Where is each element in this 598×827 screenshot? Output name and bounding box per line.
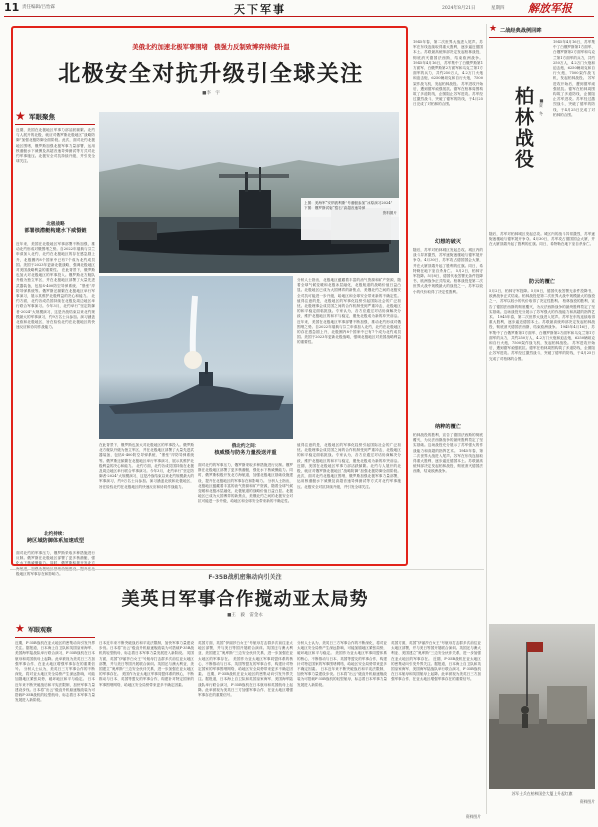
editor-line: 责任编辑/吕怡霖 <box>22 5 56 10</box>
page-header <box>0 0 598 16</box>
subhead-box-2 <box>16 531 95 549</box>
header-rule <box>4 16 594 17</box>
submarine-photo <box>99 112 399 273</box>
right-feature-label: 二战经典战例回眸 <box>500 28 542 34</box>
right-col-1: 1945年4月16日，苏军集中了白俄罗斯第1方面军、白俄罗斯第2方面军和乌克兰第1方面军的兵力，共约250万人，4.2万门火炮和迫击炮，6250辆坦克和自行火炮，7500架作战飞机，发起柏林战役。 苏军进攻开始后，遭到德军顽强抵抗。德军在柏林周围构筑了多道防线，企图阻止苏军进攻。苏军经过激烈战斗，突破了德军的防线，于4月25日完成了对柏林的合围。 <box>553 40 595 117</box>
bottom-col-3: 英国方面，英国“伊丽莎白女王”号航母打击群多次前往亚太地区部署，并与美日等国开展联合演训。英国还与澳大利亚、美国建立“奥库斯”三边安全伙伴关系，进一步加强在亚太地区的军事存在。 美国作为亚太地区军事同盟体系的核心，不断推动与日本、英国等盟友的军事合作，构建针对特定国家的军事围堵网络，给地区安全局势带来更多不确定因素。 近期，F-35B战机在亚太地区的密集动向引发外界关注。据报道，日本海上自卫队和英国皇家海军、美国海军陆战队举行联合演习，F-35B战机在日本航母和英国航母上起降。此举被视为美英日三方加强军事合作、在亚太地区增强军事存在的重要信号。 <box>198 641 294 698</box>
bottom-col-4: 分析人士认为，美英日三方军事合作的不断深化，将对亚太地区安全局势产生深远影响，可能加剧地区紧张局势，破坏地区和平与稳定。 美国作为亚太地区军事同盟体系的核心，不断推动与日本、英国等盟友的军事合作，构建针对特定国家的军事围堵网络，给地区安全局势带来更多不确定因素。 日本近年来不断突破战后和平宪法限制，加快军事力量建设步伐。日本将“出云”级直升机驱逐舰改装为可搭载F-35B战机的轻型航母，标志着日本军事力量发展进入新阶段。 <box>297 641 388 687</box>
right-feature-rule <box>489 37 594 38</box>
right-subhead-1: 防云的覆亡 <box>529 279 555 285</box>
berlin-illustration <box>489 624 595 789</box>
bottom-credit: 资料图片 <box>465 814 481 819</box>
top-col-3b: 面对北约的军事压力，俄罗斯采取多种措施进行反制。俄罗斯在北极地区部署了更多核潜艇，强化水下核威慑能力。同时，俄罗斯积极开发北方海航道，加强北极地区基础设施建设，提升在北极地区的军事存在和影响力。 分析人士指出，北极地区蕴藏着丰富的油气资源和矿产资源，随着全球气候变暖和北极冰层融化，北极航道的战略价值日益凸显。北极地区已成为大国博弈的新焦点，美俄北约之间的北极安全对抗可能进一步升级，给地区和全球安全带来新的不确定性。 <box>198 463 293 504</box>
subhead-1-prefix: 北极战略 <box>46 222 65 227</box>
caption-credit: 资料图片 <box>382 211 397 216</box>
top-col-3c: 值得注意的是，北极地区的军事化趋势引起国际社会的广泛担忧。北极理事会成员国之间的合作机制受到严重冲击，北极地区的和平稳定面临挑战。专家认为，各方应通过对话协商解决分歧，维护北极地区的和平与稳定，避免北极成为新的冲突前沿。 近期，美国在北极地区军事力部活跃频繁。北约与人展开的北极，就应对俄罗斯北极地区“战略防御”加强北极防御全面阶段。此次，面对北约北极地区围堵，俄罗斯加强北极军事力量部署，运用核潜艇水下威慑及高超音速导弹测试等方式对北约军事施压。北极安全对抗持续升级，并引发全球关注。 <box>297 443 401 489</box>
section-divider <box>10 569 484 570</box>
mid-subhead-2: 纳粹的覆亡 <box>435 424 461 430</box>
mid-subhead-1: 幻想的破灭 <box>435 239 461 245</box>
subhead-3-title: 核威慑与防务力量投送并重 <box>214 450 277 456</box>
tag-rule <box>15 124 95 125</box>
caption-2: 下图：俄罗斯试射“锆石”高超音速导弹 <box>304 206 366 211</box>
bottom-byline: ■王 毅 雷金永 <box>227 613 263 618</box>
berlin-credit: 资料图片 <box>579 799 595 804</box>
subhead-2-prefix: 北约持续： <box>44 532 67 537</box>
right-feature-byline: ■夏 冬 <box>539 98 544 116</box>
mid-col-2: 随后，苏军对柏林城区发起总攻。城区内的战斗异常激烈，苏军逐街逐楼地与德军展开争夺。4月30日，苏军攻占德国国会大厦，并在大厦顶端升起了胜利的红旗。同日，希特勒在地下室自杀身亡。 5月2日，柏林守军投降。5月8日，德国代表签署无条件投降书，欧洲战争正式结束。柏林战役是第二次世界大战中规模最大的战役之一，苏军以较小的代价取得了决定性胜利。 <box>413 248 483 294</box>
subhead-3-prefix: 俄北约之间： <box>231 444 260 449</box>
subhead-2-title: 跨区域防御体系加速成型 <box>26 538 85 544</box>
section-title: 天下军事 <box>234 3 286 16</box>
page-number: 11 <box>4 1 20 14</box>
warship-photo <box>99 276 293 439</box>
bottom-column-tag-label: 军眼观察 <box>28 627 53 634</box>
top-headline: 北极安全对抗升级引全球关注 <box>58 62 364 87</box>
top-col-1c: 面对北约的军事压力，俄罗斯采取多种措施进行反制。俄罗斯在北极地区部署了更多核潜艇，强化水下核威慑能力。同时，俄罗斯积极开发北方 极地区的军事存在和影响力。 <box>16 551 95 576</box>
top-kicker: 美俄北约加速北极军事围堵 俄强力反制致博弈持续升温 <box>132 44 290 51</box>
right-feature-header <box>489 26 594 36</box>
right-col-3: 5月2日，柏林守军投降。5月8日，德国代表签署无条件投降书，欧洲战争正式结束。柏林战役是第二次世界大战中规模最大的战役之一，苏军以较小的代价取得了决定性胜利。 柏林战役的胜利，宣告了德国法西斯的彻底覆灭，为反法西斯战争的最终胜利奠定了坚实基础。这场战役充分展示了苏军强大的作战能力和高超的指挥艺术。 1945年春，第二次世界大战进入尾声。苏军在东线连续取得重大胜利，逐步逼近德国本土。苏联最高统帅部决定发起柏林战役，彻底消灭德国法西斯，结束欧洲战争。 1945年4月16日，苏军集中了白俄罗斯第1方面军、白俄罗斯第2方面军和乌克兰第1方面军的兵力，共约250万人，4.2万门火炮和迫击炮，6250辆坦克和自行火炮，7500架作战飞机，发起柏林战役。 苏军进攻开始后，遭到德军顽强抵抗。德军在柏林周围构筑了多道防线，企图阻止苏军进攻。苏军经过激烈战斗，突破了德军的防线，于4月25日完成了对柏林的合围。 <box>489 289 596 361</box>
warship-illustration <box>99 276 293 439</box>
berlin-photo <box>489 624 595 789</box>
berlin-caption: 苏军士兵在柏林国会大厦上升起红旗 <box>511 791 573 796</box>
top-col-3a: 在此背景下，俄罗斯也加大对北极地区的军事投入。俄罗斯北方舰队升级为独立军区，并在北极地区部署了大量先进武器装备，包括S-400防空导弹系统、“堡垒”岸防导弹系统等。俄罗斯还频繁在北极地区举行军事演习，展示其维护北极利益的决心和能力。 北约方面，北约各成员国持续在北极及周边地区举行联合军事演习。今年3月，北约举行“坚定防御者-2024”大规模演习，这是冷战结束以来北约规模最大的军事演习，约9万名士兵参加。演习涵盖北欧和北极地区，旨在检验北约在北极地区的快速反应和协同作战能力。 <box>99 443 194 489</box>
star-icon: ★ <box>15 109 26 123</box>
top-col-1a: 近期，美国在北极地区军事力部活跃频繁。北约与人展开的北极，就应对俄罗斯北极地区“战略防御”加强北极防御全面阶段。此次，面对北约北极地区围堵，俄罗斯加强北极军事力量部署，运用核潜艇水下威慑及高超音速导弹测试等方式对北约军事施压。北极安全对抗持续升级，并引发全球关注。 <box>16 128 95 164</box>
bottom-col-5: 英国方面，英国“伊丽莎白女王”号航母打击群多次前往亚太地区部署，并与美日等国开展联合演训。英国还与澳大利亚、美国建立“奥库斯”三边安全伙伴关系，进一步加强在亚太地区的军事存在。 近期，F-35B战机在亚太地区的密集动向引发外界关注。据报道，日本海上自卫队和英国皇家海军、美国海军陆战队举行联合演习，F-35B战机在日本航母和英国航母上起降。此举被视为美英日三方加强军事合作、在亚太地区增强军事存在的重要信号。 <box>391 641 481 682</box>
masthead-logo: 解放军报 <box>528 2 572 15</box>
subhead-box-1 <box>16 221 95 239</box>
mid-col-3: 柏林战役的胜利，宣告了德国法西斯的彻底覆灭，为反法西斯战争的最终胜利奠定了坚实基础。这场战役充分展示了苏军强大的作战能力和高超的指挥艺术。 1945年春，第二次世界大战进入尾声。苏军在东线连续取得重大胜利，逐步逼近德国本土。苏联最高统帅部决定发起柏林战役，彻底消灭德国法西斯，结束欧洲战争。 <box>413 433 483 474</box>
bottom-col-2: 日本近年来不断突破战后和平宪法限制，加快军事力量建设步伐。日本将“出云”级直升机驱逐舰改装为可搭载F-35B战机的轻型航母，标志着日本军事力量发展进入新阶段。 英国方面，英国“伊丽莎白女王”号航母打击群多次前往亚太地区部署，并与美日等国开展联合演训。英国还与澳大利亚、美国建立“奥库斯”三边安全伙伴关系，进一步加强在亚太地区的军事存在。 美国作为亚太地区军事同盟体系的核心，不断推动与日本、英国等盟友的军事合作，构建针对特定国家的军事围堵网络，给地区安全局势带来更多不确定因素。 <box>99 641 194 687</box>
bottom-headline: 美英日军事合作搅动亚太局势 <box>121 589 369 610</box>
star-icon: ★ <box>489 24 498 34</box>
bottom-kicker: F-35B战机密集动向引关注 <box>208 574 282 581</box>
top-byline: ■李 宇 <box>202 91 220 96</box>
star-icon: ★ <box>15 622 25 635</box>
subhead-box-3 <box>198 443 293 461</box>
subhead-1-title: 部署核潜艇构建水下威慑链 <box>24 228 87 234</box>
column-tag-label: 军眼聚焦 <box>29 113 55 121</box>
top-col-1b: 近年来，美国在北极地区军事部署不断加强，推动北约形成对俄围堵之势。自2022年瑞典与芬兰申请加入北约，北约在北极地区的存在感急剧上升，北极圈内8个国家中已有7个成为北约成员国。美国于2023年更新北极战略，强调北极地区对美国战略利益的重要性。 在此背景下，俄罗斯也加大对北极地区的军事投入。俄罗斯北方舰队升级为独立军区，并在北极地区部署了大量先进武器装备，包括S-400防空导弹系统、“堡垒”岸防导弹系统等。俄罗斯还频繁在北极地区举行军事演习，展示其维护北极利益的决心和能力。 北约方面，北约各成员国持续在北极及周边地区举行联合军事演习。今年3月，北约举行“坚定防御者-2024”大规模演习，这是冷战结束以来北约规模最大的军事演习，约9万名士兵参加。演习涵盖北欧和北极地区，旨在检验北约在北极地区的快速反应和协同作战能力。 <box>16 242 95 330</box>
submarine-illustration <box>99 112 399 273</box>
mid-col-1: 1945年春，第二次世界大战进入尾声。苏军在东线连续取得重大胜利，逐步逼近德国本土。苏联最高统帅部决定发起柏林战役，彻底消灭德国法西斯，结束欧洲战争。 1945年4月16日，苏军集中了白俄罗斯第1方面军、白俄罗斯第2方面军和乌克兰第1方面军的兵力，共约250万人，4.2万门火炮和迫击炮，6250辆坦克和自行火炮，7500架作战飞机，发起柏林战役。 苏军进攻开始后，遭到德军顽强抵抗。德军在柏林周围构筑了多道防线，企图阻止苏军进攻。苏军经过激烈战斗，突破了德军的防线，于4月25日完成了对柏林的合围。 <box>413 40 484 107</box>
column-divider <box>486 24 487 814</box>
right-feature-title: 柏林战役 <box>512 86 534 170</box>
issue-date: 2024年8月21日 <box>442 6 476 11</box>
right-col-2: 随后，苏军对柏林城区发起总攻。城区内的战斗异常激烈，苏军逐街逐楼地与德军展开争夺。4月30日，苏军攻占德国国会大厦，并在大厦顶端升起了胜利的红旗。同日，希特勒在地下室自杀身亡。 <box>489 232 595 247</box>
top-col-2a: 分析人士指出，北极地区蕴藏着丰富的油气资源和矿产资源，随着全球气候变暖和北极冰层融化，北极航道的战略价值日益凸显。北极地区已成为大国博弈的新焦点，美俄北约之间的北极安全对抗可能进一步升级，给地区和全球安全带来新的不确定性。 值得注意的是，北极地区的军事化趋势引起国际社会的广泛担忧。北极理事会成员国之间的合作机制受到严重冲击，北极地区的和平稳定面临挑战。专家认为，各方应通过对话协商解决分歧，维护北极地区的和平与稳定，避免北极成为新的冲突前沿。 近年来，美国在北极地区军事部署不断加强，推动北约形成对俄围堵之势。自2022年瑞典与芬兰申请加入北约，北约在北极地区的存在感急剧上升，北极圈内8个国家中已有7个成为北约成员国。美国于2023年更新北极战略，强调北极地区对美国战略利益的重要性。 <box>297 278 401 345</box>
column-tag <box>15 110 77 123</box>
inset-caption-box <box>301 198 400 240</box>
issue-weekday: 星期四 <box>491 6 505 11</box>
bottom-column-tag <box>15 623 85 635</box>
caption-1: 上图：美海军“安纳波利斯”号潜艇参加“冰原演习2024” <box>304 201 393 205</box>
bottom-col-1: 近期，F-35B战机在亚太地区的密集动向引发外界关注。据报道，日本海上自卫队和英国皇家海军、美国海军陆战队举行联合演习，F-35B战机在日本航母和英国航母上起降。此举被视为美英日三方加强军事合作、在亚太地区增强军事存在的重要信号。 分析人士认为，美英日三方军事合作的不断深化，将对亚太地区安全局势产生深远影响，可能加剧地区紧张局势，破坏地区和平与稳定。 日本近年来不断突破战后和平宪法限制，加快军事力量建设步伐。日本将“出云”级直升机驱逐舰改装为可搭载F-35B战机的轻型航母，标志着日本军事力量发展进入新阶段。 <box>15 641 96 703</box>
bottom-tag-rule <box>15 637 95 638</box>
